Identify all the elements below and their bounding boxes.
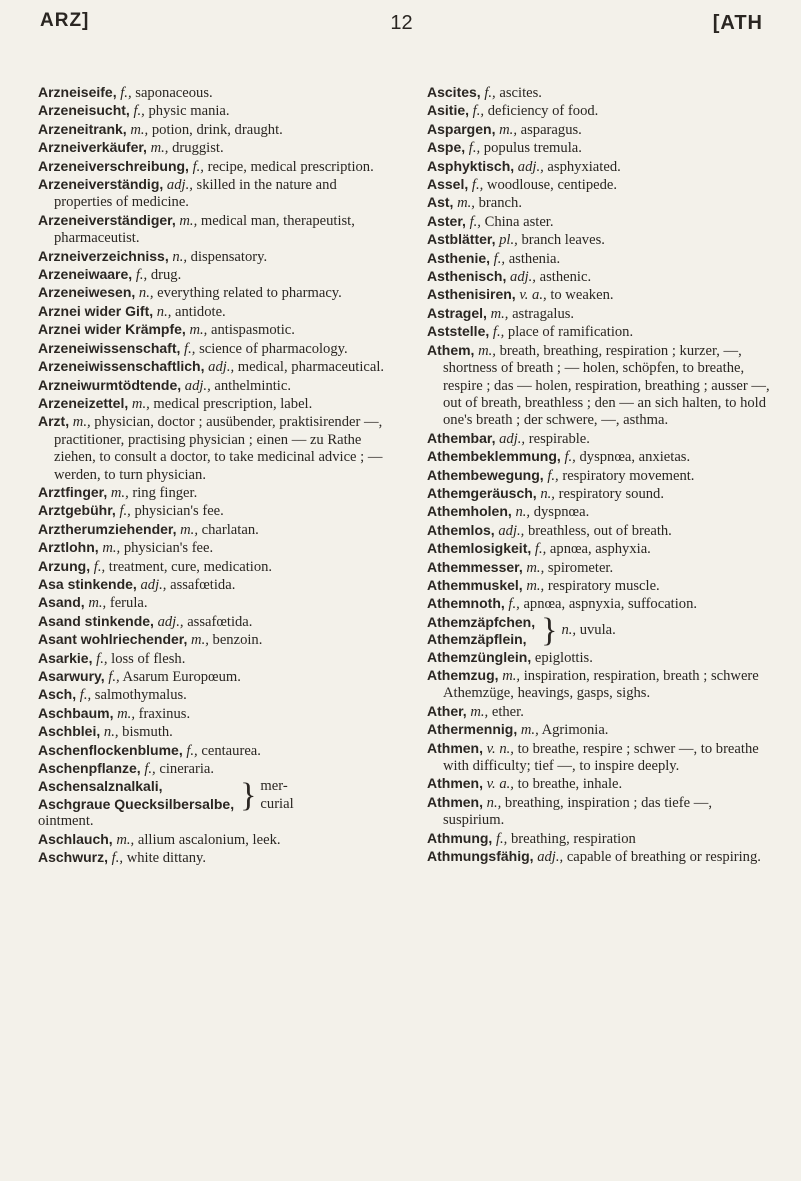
entry-grammar: n.,	[540, 485, 555, 502]
dictionary-entry	[427, 448, 771, 466]
entry-grammar: m.,	[116, 831, 135, 848]
entry-headword: Arzeneiwissenschaftlich,	[38, 358, 205, 375]
dictionary-entry	[38, 594, 390, 612]
dictionary-entry	[427, 503, 771, 521]
dictionary-entry	[38, 358, 390, 376]
entry-definition: respiratory muscle.	[547, 577, 660, 594]
entry-headword: Aschwurz,	[38, 849, 109, 866]
entry-grammar: f.,	[120, 85, 132, 101]
dictionary-entry	[38, 158, 390, 176]
entry-definition: to weaken.	[550, 287, 614, 304]
entry-headword: Asarkie,	[38, 649, 93, 666]
entry-headword: Athemzug,	[427, 667, 499, 683]
entry-grammar: adj.,	[166, 177, 193, 194]
dictionary-entry	[38, 413, 390, 484]
entry-grammar: adj.,	[208, 359, 235, 376]
entry-grammar: f.,	[508, 596, 520, 613]
dictionary-entry	[427, 540, 771, 558]
entry-grammar: adj.,	[537, 849, 564, 866]
dictionary-entry	[427, 794, 771, 830]
entry-headword: Aschenpflanze,	[38, 760, 141, 777]
dictionary-entry	[427, 102, 771, 120]
entry-headword: Arzeneiwesen,	[38, 284, 136, 301]
entry-definition: woodlouse, centipede.	[486, 177, 618, 194]
entry-definition: dyspnœa, anxietas.	[579, 449, 691, 466]
entry-definition: branch leaves.	[521, 232, 605, 249]
entry-headword: Aststelle,	[427, 323, 490, 340]
page-header	[40, 10, 763, 40]
entry-headword: Asthenisiren,	[427, 286, 516, 303]
right-column	[427, 84, 771, 866]
dictionary-entry	[427, 485, 771, 503]
entry-headword: Arzung,	[38, 557, 91, 574]
dictionary-entry	[427, 139, 771, 157]
entry-definition: Agrimonia.	[541, 722, 609, 739]
entry-definition: breathing, respiration	[511, 830, 636, 847]
dictionary-entry	[427, 467, 771, 485]
entry-headword: Arzeneisucht,	[38, 102, 130, 119]
entry-grammar: m.,	[180, 521, 198, 538]
dictionary-entry	[427, 559, 771, 577]
entry-definition: white dittany.	[126, 850, 206, 867]
entry-headword: Athemzäpfchen,	[427, 613, 536, 630]
dictionary-entry	[427, 268, 771, 286]
entry-headword: Aschlauch,	[38, 830, 113, 847]
entry-definition: recipe, medical prescription.	[207, 158, 374, 175]
entry-grammar: f.,	[133, 103, 145, 120]
brace-definition	[561, 622, 615, 639]
brace-headwords	[38, 778, 234, 813]
dictionary-entry	[427, 740, 771, 776]
dictionary-entry	[38, 705, 390, 723]
entry-continuation: ointment.	[38, 813, 94, 830]
dictionary-entry	[38, 377, 390, 395]
entry-grammar: m.,	[470, 703, 489, 720]
entry-grammar: n.,	[103, 724, 119, 741]
page-number: 12	[390, 12, 413, 34]
entry-definition: branch.	[478, 195, 522, 212]
entry-definition: druggist.	[172, 140, 224, 157]
entry-grammar: adj.,	[498, 522, 525, 539]
dictionary-entry	[427, 231, 771, 249]
entry-headword: Arzeneiverständiger,	[38, 211, 176, 228]
entry-headword: Athmen,	[427, 793, 483, 810]
entry-definition: treatment, cure, medication.	[108, 558, 273, 575]
entry-definition: everything related to pharmacy.	[157, 285, 342, 302]
dictionary-entry	[427, 830, 771, 848]
entry-headword: Arztfinger,	[38, 483, 108, 500]
entry-grammar: m.,	[102, 540, 121, 557]
dictionary-entry	[427, 430, 771, 448]
entry-definition: drug.	[150, 267, 182, 284]
dictionary-entry	[427, 577, 771, 595]
entry-grammar: f.,	[186, 742, 198, 759]
entry-grammar: adj.,	[510, 269, 536, 286]
entry-headword: Arztherumziehender,	[38, 520, 177, 537]
entry-grammar: m.,	[150, 140, 169, 157]
entry-definition: to breathe, respire ; schwer —, to breathe with difficulty; tief —, to inspire deeply.	[443, 740, 759, 775]
entry-definition: anthelmintic.	[214, 377, 291, 394]
entry-headword: Aschblei,	[38, 723, 101, 740]
dictionary-entry	[38, 484, 390, 502]
entry-headword: Athembar,	[427, 429, 496, 446]
entry-grammar: f.,	[93, 558, 106, 575]
dictionary-entry	[38, 686, 390, 704]
dictionary-entry	[38, 248, 390, 266]
entry-definition: curial	[260, 795, 294, 812]
entry-headword: Arzneiverzeichniss,	[38, 247, 169, 264]
entry-grammar: f.,	[192, 158, 204, 175]
entry-headword: Athemzäpflein,	[427, 631, 527, 648]
entry-headword: Arzeneizettel,	[38, 394, 129, 411]
entry-headword: Arznei wider Krämpfe,	[38, 321, 186, 338]
dictionary-entry	[38, 102, 390, 120]
entry-definition: epiglottis.	[534, 649, 593, 666]
dictionary-entry	[427, 250, 771, 268]
entry-headword: Aspargen,	[427, 120, 496, 137]
entry-definition: capable of breathing or respiring.	[566, 849, 761, 866]
entry-headword: Arzneiverkäufer,	[38, 139, 147, 156]
entry-grammar: v. n.,	[486, 740, 514, 757]
entry-headword: Athemmuskel,	[427, 576, 523, 593]
entry-definition: physician's fee.	[123, 540, 214, 557]
dictionary-entry	[427, 194, 771, 212]
entry-headword: Ast,	[427, 194, 454, 211]
entry-headword: Arzeneiwaare,	[38, 266, 133, 283]
entry-grammar: adj.,	[157, 613, 184, 630]
dictionary-entry	[38, 668, 390, 686]
entry-headword: Ascites,	[427, 84, 481, 100]
entry-definition: salmothymalus.	[94, 687, 187, 704]
entry-definition: apnœa, aspnyxia, suffocation.	[523, 596, 698, 613]
entry-definition: asparagus.	[520, 121, 582, 138]
entry-definition: breathless, out of breath.	[527, 522, 672, 539]
entry-grammar: n.,	[486, 794, 502, 811]
entry-definition: ether.	[491, 703, 524, 720]
entry-headword: Arzneiseife,	[38, 84, 117, 100]
entry-definition: dispensatory.	[190, 248, 268, 265]
entry-headword: Athemholen,	[427, 503, 512, 520]
dictionary-entry	[427, 305, 771, 323]
dictionary-entry	[427, 703, 771, 721]
entry-definition: breath, breathing, respiration ; kurzer, —, shortness of breath ; — holen, schöpfen, to breathe, respire ; das — holen, respiration, breathing ; ausser —, out of breath, breathless ; den — an sich halten, to hold one's breath ; der schwere, —, asthma.	[443, 342, 770, 429]
entry-grammar: v. a.,	[519, 287, 547, 304]
dictionary-entry	[38, 121, 390, 139]
entry-grammar: adj.,	[184, 377, 211, 394]
entry-definition: populus tremula.	[483, 140, 582, 157]
entry-grammar: f.,	[484, 85, 496, 101]
entry-grammar: f.,	[468, 140, 481, 157]
entry-definition: Asarum Europœum.	[122, 669, 241, 685]
entry-grammar: f.,	[108, 669, 120, 685]
entry-definition: ring finger.	[132, 484, 198, 501]
dictionary-entry	[38, 831, 390, 849]
entry-grammar: f.,	[135, 267, 148, 284]
entry-definition: physic mania.	[148, 103, 230, 120]
entry-headword: Asant wohlriechender,	[38, 631, 188, 648]
entry-grammar: f.,	[495, 830, 508, 847]
entry-definition: uvula.	[579, 622, 616, 639]
entry-definition: ferula.	[109, 595, 148, 612]
entry-headword: Asphyktisch,	[427, 157, 515, 174]
entry-definition: asthenia.	[508, 250, 561, 267]
dictionary-entry	[427, 84, 771, 102]
entry-definition: potion, drink, draught.	[151, 121, 283, 138]
entry-grammar: m.,	[191, 632, 209, 649]
entry-definition: charlatan.	[201, 521, 259, 538]
entry-definition: physician, doctor ; ausübender, praktisirender —, practitioner, practising physician ; einen — zu Rathe ziehen, to consult a doctor, to take medicinal advice ; —werden, to turn physician.	[54, 414, 383, 483]
entry-definition: assafœtida.	[170, 576, 236, 593]
entry-headword: Athemlos,	[427, 521, 495, 538]
entry-definition: medical man, therapeutist, pharmaceutist.	[54, 212, 355, 247]
entry-headword: Astragel,	[427, 304, 487, 321]
entry-definition: bismuth.	[122, 724, 173, 741]
brace-symbol: }	[541, 612, 558, 650]
entry-headword: Athembeklemmung,	[427, 448, 561, 465]
entry-grammar: n.,	[561, 622, 577, 639]
entry-definition: physician's fee.	[134, 503, 224, 520]
dictionary-entry	[427, 323, 771, 341]
entry-headword: Ather,	[427, 702, 467, 719]
entry-headword: Asa stinkende,	[38, 575, 137, 592]
entry-headword: Aschenflockenblume,	[38, 741, 183, 758]
dictionary-entry	[427, 649, 771, 667]
entry-grammar: m.,	[88, 595, 107, 612]
entry-definition: antispasmotic.	[210, 322, 295, 339]
brace-entry-group	[427, 614, 771, 649]
dictionary-entry	[38, 539, 390, 557]
entry-headword: Astblätter,	[427, 231, 496, 248]
entry-definition: China aster.	[484, 213, 554, 230]
dictionary-entry	[38, 650, 390, 668]
dictionary-entry	[427, 176, 771, 194]
dictionary-entry	[38, 558, 390, 576]
dictionary-entry	[38, 631, 390, 649]
entry-grammar: m.,	[478, 342, 496, 359]
entry-headword: Asthenisch,	[427, 268, 507, 285]
entry-headword: Arztgebühr,	[38, 502, 116, 519]
entry-grammar: f.,	[119, 503, 131, 520]
dictionary-entry	[38, 576, 390, 594]
left-column	[38, 84, 390, 867]
dictionary-entry	[427, 721, 771, 739]
entry-definition: apnœa, asphyxia.	[549, 541, 651, 558]
entry-definition: breathing, inspiration ; das tiefe —, suspirium.	[443, 794, 713, 829]
dictionary-entry	[38, 742, 390, 760]
entry-definition: skilled in the nature and properties of medicine.	[54, 177, 337, 211]
entry-definition: spirometer.	[547, 559, 614, 576]
entry-headword: Athemzünglein,	[427, 648, 532, 665]
entry-headword: Assel,	[427, 176, 469, 193]
entry-grammar: m.,	[189, 322, 208, 339]
entry-definition: asphyxiated.	[547, 158, 621, 175]
entry-grammar: pl.,	[499, 232, 518, 249]
entry-grammar: m.,	[72, 414, 91, 431]
header-right-guide: [ATH	[712, 12, 763, 34]
entry-definition: to breathe, inhale.	[517, 776, 623, 793]
entry-grammar: f.,	[471, 177, 484, 194]
entry-headword: Asthenie,	[427, 249, 491, 266]
entry-headword: Arzeneitrank,	[38, 120, 127, 137]
entry-grammar: adj.,	[140, 576, 167, 593]
brace-entry-group	[38, 778, 390, 813]
entry-grammar: f.,	[79, 687, 92, 704]
entry-grammar: m.,	[502, 668, 521, 684]
entry-grammar: adj.,	[517, 158, 544, 175]
dictionary-entry	[38, 139, 390, 157]
entry-grammar: m.,	[520, 722, 539, 739]
entry-definition: science of pharmacology.	[199, 340, 348, 357]
entry-headword: Aschgraue Quecksilbersalbe,	[38, 795, 235, 812]
dictionary-entry	[427, 121, 771, 139]
brace-symbol: }	[240, 776, 257, 814]
dictionary-entry	[38, 176, 390, 212]
entry-headword: Asand stinkende,	[38, 612, 154, 629]
dictionary-entry	[38, 212, 390, 248]
dictionary-entry	[427, 667, 771, 703]
brace-definition	[260, 778, 293, 813]
entry-grammar: f.,	[472, 103, 485, 120]
entry-definition: ascites.	[499, 85, 542, 101]
header-left-guide: ARZ]	[40, 10, 90, 31]
entry-headword: Athembewegung,	[427, 466, 544, 483]
dictionary-entry	[427, 342, 771, 430]
entry-grammar: f.,	[184, 340, 196, 357]
entry-definition: deficiency of food.	[487, 103, 599, 120]
entry-grammar: m.,	[179, 212, 198, 229]
entry-headword: Athermennig,	[427, 721, 518, 738]
entry-headword: Asand,	[38, 594, 85, 611]
entry-grammar: f.,	[547, 467, 559, 484]
entry-headword: Asarwury,	[38, 668, 105, 684]
entry-headword: Aspe,	[427, 139, 466, 156]
dictionary-entry	[427, 213, 771, 231]
entry-headword: Athmungsfähig,	[427, 848, 534, 865]
entry-definition: assafœtida.	[187, 613, 253, 630]
entry-grammar: adj.,	[499, 430, 526, 447]
entry-headword: Arzneiwurmtödtende,	[38, 376, 182, 393]
entry-headword: Athmung,	[427, 829, 493, 846]
dictionary-entry	[38, 760, 390, 778]
entry-grammar: m.,	[526, 559, 545, 576]
entry-grammar: m.,	[490, 305, 509, 322]
entry-headword: Athemnoth,	[427, 595, 505, 612]
entry-definition: respiratory sound.	[558, 485, 664, 502]
entry-definition: cineraria.	[159, 761, 215, 778]
entry-headword: Asch,	[38, 686, 77, 703]
entry-headword: Athemgeräusch,	[427, 484, 537, 501]
entry-grammar: m.,	[131, 395, 150, 412]
dictionary-entry	[38, 502, 390, 520]
entry-grammar: f.,	[534, 541, 547, 558]
entry-definition: dyspnœa.	[533, 504, 590, 521]
entry-headword: Asitie,	[427, 102, 470, 119]
dictionary-entry	[38, 613, 390, 631]
entry-grammar: f.,	[144, 761, 156, 778]
entry-definition: allium ascalonium, leek.	[137, 831, 281, 848]
dictionary-entry	[427, 775, 771, 793]
entry-grammar: f.,	[111, 850, 124, 867]
entry-headword: Arzeneiverschreibung,	[38, 157, 189, 174]
dictionary-entry	[427, 522, 771, 540]
entry-grammar: m.,	[117, 705, 135, 722]
entry-definition: mer-	[260, 778, 288, 795]
entry-definition: benzoin.	[212, 632, 263, 649]
entry-headword: Arzeneiwissenschaft,	[38, 339, 181, 356]
entry-definition: saponaceous.	[135, 85, 213, 101]
entry-grammar: f.,	[469, 213, 481, 230]
dictionary-entry	[38, 303, 390, 321]
entry-grammar: m.,	[457, 195, 475, 212]
entry-definition: fraxinus.	[138, 705, 191, 722]
entry-grammar: n.,	[172, 248, 187, 265]
entry-headword: Arzeneiverständig,	[38, 176, 164, 193]
entry-grammar: m.,	[526, 577, 545, 594]
entry-definition: antidote.	[175, 303, 226, 320]
entry-grammar: n.,	[138, 285, 154, 302]
entry-grammar: m.,	[499, 121, 517, 138]
entry-headword: Athmen,	[427, 775, 483, 792]
entry-grammar: f.,	[96, 650, 108, 667]
dictionary-entry	[38, 84, 390, 102]
entry-headword: Aschbaum,	[38, 704, 114, 721]
dictionary-entry	[38, 723, 390, 741]
entry-definition: respirable.	[528, 430, 590, 447]
dictionary-entry	[38, 395, 390, 413]
entry-headword: Arznei wider Gift,	[38, 302, 154, 319]
entry-definition: place of ramification.	[507, 324, 634, 341]
entry-definition: respiratory movement.	[562, 467, 695, 484]
entry-definition: medical, pharmaceutical.	[237, 359, 385, 376]
entry-headword: Athmen,	[427, 739, 483, 756]
entry-headword: Athemmesser,	[427, 558, 523, 575]
entry-headword: Arztlohn,	[38, 539, 99, 556]
dictionary-entry	[427, 158, 771, 176]
entry-grammar: n.,	[156, 303, 172, 320]
entry-grammar: f.,	[493, 250, 506, 267]
dictionary-entry	[38, 321, 390, 339]
entry-definition: asthenic.	[539, 269, 592, 286]
entry-headword: Aster,	[427, 212, 466, 229]
dictionary-entry	[38, 266, 390, 284]
entry-definition: loss of flesh.	[111, 650, 186, 667]
entry-grammar: v. a.,	[486, 776, 514, 793]
entry-definition: inspiration, respiration, breath ; schwere Athemzüge, heavings, gasps, sighs.	[443, 668, 759, 702]
entry-grammar: m.,	[110, 484, 129, 501]
dictionary-entry	[38, 521, 390, 539]
dictionary-entry	[38, 284, 390, 302]
entry-definition: astragalus.	[512, 305, 575, 322]
entry-headword: Athem,	[427, 341, 475, 358]
entry-headword: Aschensalznalkali,	[38, 778, 163, 795]
dictionary-entry	[427, 595, 771, 613]
entry-definition: centaurea.	[201, 742, 261, 759]
entry-definition: medical prescription, label.	[153, 395, 313, 412]
dictionary-entry	[427, 848, 771, 866]
entry-grammar: f.,	[492, 324, 505, 341]
brace-headwords	[427, 614, 535, 649]
entry-headword: Athemlosigkeit,	[427, 540, 532, 557]
entry-grammar: n.,	[515, 504, 531, 521]
entry-grammar: m.,	[130, 121, 149, 138]
entry-grammar: f.,	[564, 449, 576, 466]
dictionary-entry	[427, 286, 771, 304]
entry-headword: Arzt,	[38, 413, 70, 430]
dictionary-entry	[38, 849, 390, 867]
dictionary-entry	[38, 340, 390, 358]
